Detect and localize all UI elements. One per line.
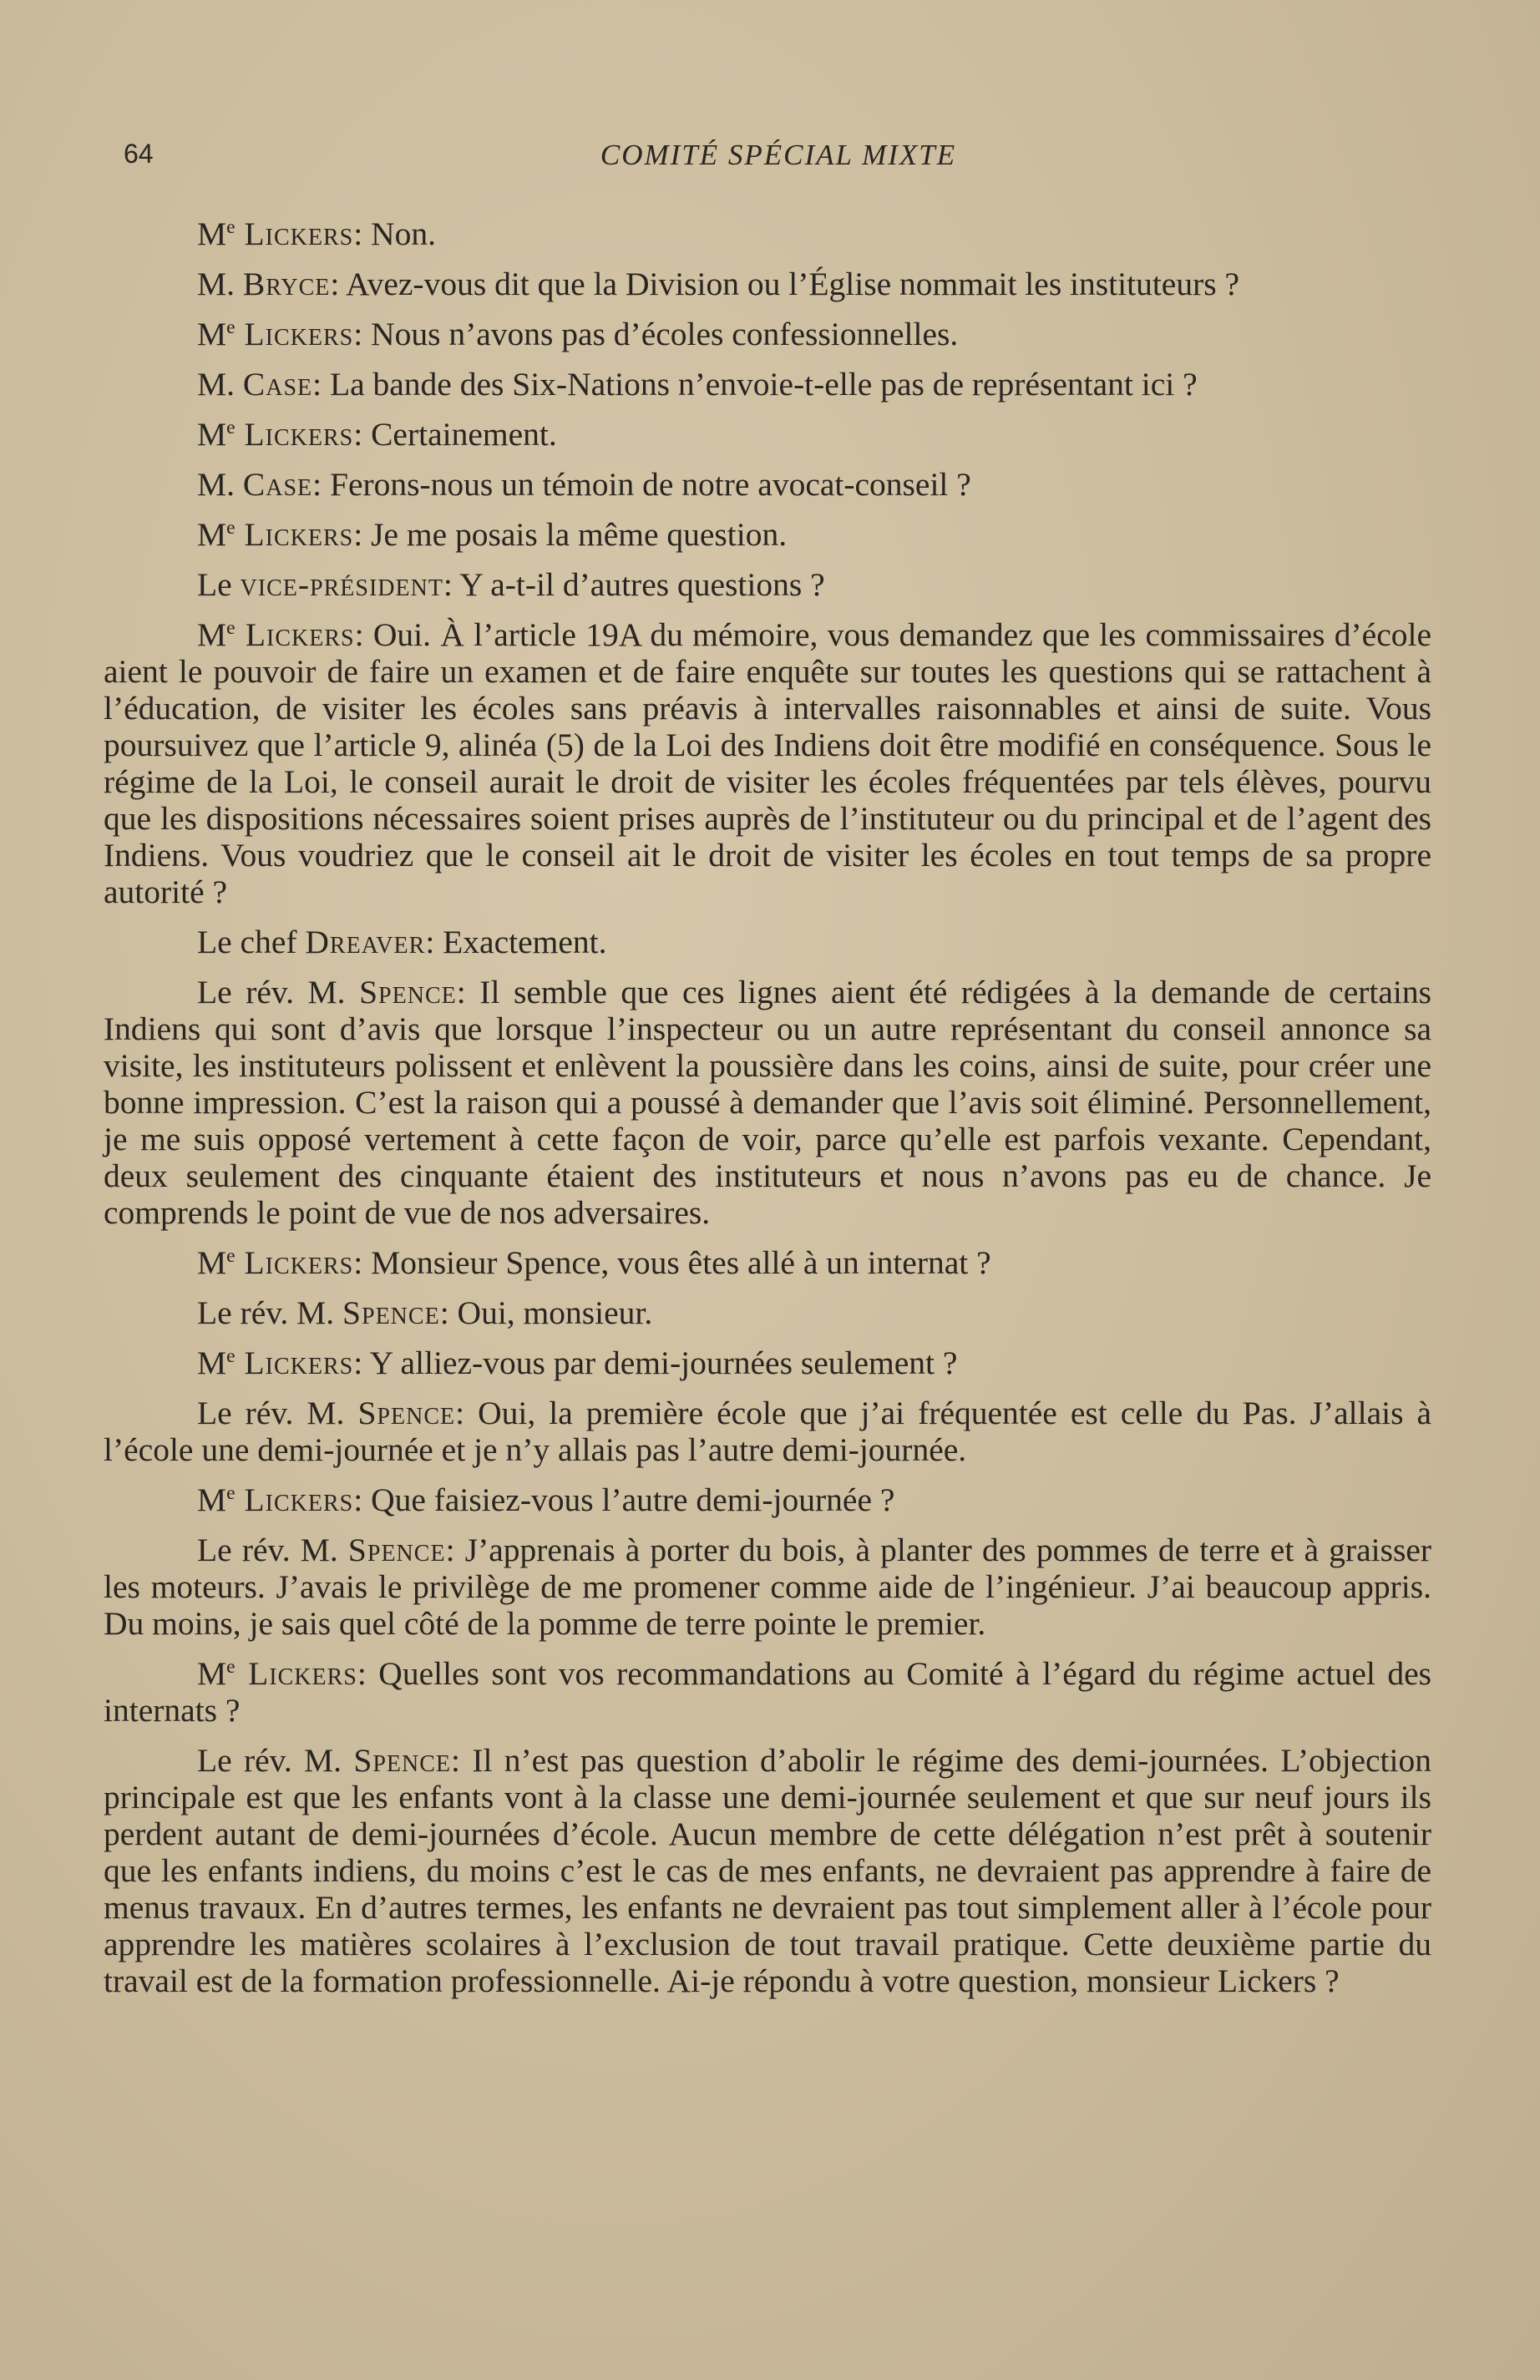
paragraph: Le rév. M. Spence: J’apprenais à porter du bois, à planter des pommes de terre et à graisser les moteurs. J’avais le privilège de me promener comme aide de l’ingénieur. J’ai beaucoup appris. Du moins, je sais quel côté de la pomme de terre pointe le premier.: [104, 1532, 1432, 1642]
paragraph: Le vice-président: Y a-t-il d’autres questions ?: [197, 566, 825, 603]
paragraph: M. Case: Ferons-nous un témoin de notre avocat-conseil ?: [197, 466, 971, 503]
paragraph: Me Lickers: Monsieur Spence, vous êtes allé à un internat ?: [197, 1244, 991, 1281]
paragraph: Le rév. M. Spence: Oui, monsieur.: [197, 1294, 653, 1331]
speaker-name: Spence: [342, 1294, 440, 1331]
speaker-name: Spence: [347, 1532, 446, 1568]
paragraph: Me Lickers: Nous n’avons pas d’écoles confessionnelles.: [197, 316, 959, 352]
paragraph: M. Bryce: Avez-vous dit que la Division ou l’Église nommait les instituteurs ?: [197, 266, 1240, 302]
paragraph: Le rév. M. Spence: Il semble que ces lignes aient été rédigées à la demande de certains Indiens qui sont d’avis que lorsque l’inspecteur ou un autre représentant du conseil annonce sa visite, les instituteurs polissent et enlèvent la poussière dans les coins, ainsi de suite, pour créer une bonne impression. C’est la raison qui a poussé à demander que l’avis soit éliminé. Personnellement, je me suis opposé vertement à cette façon de voir, parce qu’elle est parfois vexante. Cependant, deux seulement des cinquante étaient des instituteurs et nous n’avons pas eu de chance. Je comprends le point de vue de nos adversaires.: [104, 974, 1431, 1231]
speaker-name: Lickers: [235, 616, 355, 653]
speaker-name: Lickers: [235, 316, 354, 352]
speaker-name: Lickers: [235, 1244, 354, 1281]
speaker-name: Spence: [359, 974, 457, 1010]
speaker-name: Lickers: [235, 215, 354, 252]
speaker-name: Lickers: [235, 1655, 357, 1692]
paragraph: Me Lickers: Certainement.: [197, 416, 557, 453]
speaker-name: Spence: [353, 1742, 452, 1779]
paragraph: Me Lickers: Je me posais la même question.: [197, 516, 788, 553]
speaker-name: Case: [242, 366, 313, 403]
paragraph: Me Lickers: Oui. À l’article 19A du mémoire, vous demandez que les commissaires d’école aient le pouvoir de faire un examen et de faire enquête sur toutes les questions qui se rattachent à l’éducation, de visiter les écoles sans préavis à intervalles raisonnables et ainsi de suite. Vous poursuivez que l’article 9, alinéa (5) de la Loi des Indiens doit être modifié en conséquence. Sous le régime de la Loi, le conseil aurait le droit de visiter les écoles fréquentées par tels élèves, pourvu que les dispositions nécessaires soient prises auprès de l’instituteur ou du principal et de l’agent des Indiens. Vous voudriez que le conseil ait le droit de visiter les écoles en tout temps de sa propre autorité ?: [104, 616, 1431, 910]
speaker-name: Dreaver: [305, 924, 426, 960]
paragraph: Le chef Dreaver: Exactement.: [197, 924, 607, 960]
speaker-name: Spence: [357, 1395, 456, 1431]
speaker-name: vice-président: [240, 566, 443, 603]
paragraph: Me Lickers: Y alliez-vous par demi-journées seulement ?: [197, 1344, 958, 1381]
speaker-name: Case: [242, 466, 313, 503]
speaker-name: Lickers: [235, 1344, 354, 1381]
paragraph: Me Lickers: Que faisiez-vous l’autre demi-journée ?: [197, 1481, 895, 1518]
running-title: COMITÉ SPÉCIAL MIXTE: [600, 139, 957, 171]
page-header: [124, 139, 1433, 175]
paragraph: Le rév. M. Spence: Oui, la première école que j’ai fréquentée est celle du Pas. J’allais à l’école une demi-journée et je n’y allais pas l’autre demi-journée.: [104, 1395, 1431, 1468]
transcript-body: [104, 215, 1431, 2013]
paragraph: Me Lickers: Non.: [197, 215, 436, 252]
paragraph: M. Case: La bande des Six-Nations n’envoie-t-elle pas de représentant ici ?: [197, 366, 1198, 403]
speaker-name: Lickers: [235, 1481, 354, 1518]
paragraph: Le rév. M. Spence: Il n’est pas question d’abolir le régime des demi-journées. L’objection principale est que les enfants vont à la classe une demi-journée seulement et que sur neuf jours ils perdent autant de demi-journées d’école. Aucun membre de cette délégation n’est prêt à soutenir que les enfants indiens, du moins c’est le cas de mes enfants, ne devraient pas apprendre à faire de menus travaux. En d’autres termes, les enfants ne devraient pas tout simplement aller à l’école pour apprendre les matières scolaires à l’exclusion de tout travail pratique. Cette deuxième partie du travail est de la formation professionnelle. Ai-je répondu à votre question, monsieur Lickers ?: [104, 1742, 1431, 1999]
speaker-name: Lickers: [235, 516, 354, 553]
speaker-name: Bryce: [242, 266, 331, 302]
paragraph: Me Lickers: Quelles sont vos recommandations au Comité à l’égard du régime actuel des internats ?: [104, 1655, 1432, 1729]
speaker-name: Lickers: [235, 416, 354, 453]
page-number: 64: [124, 139, 154, 169]
